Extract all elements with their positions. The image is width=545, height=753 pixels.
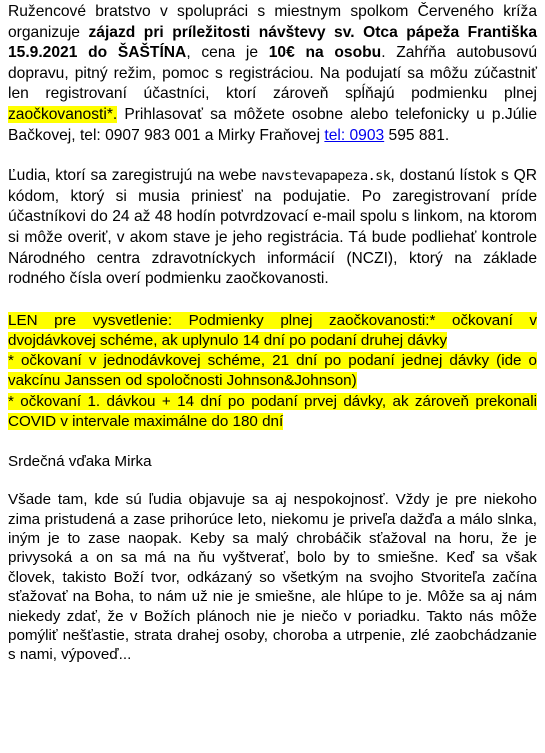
- condition-two-dose: LEN pre vysvetlenie: Podmienky plnej zaočkovanosti:* očkovaní v dvojdávkovej schéme, ak uplynulo 14 dní po podaní druhej dávky: [8, 311, 537, 349]
- price-prefix: , cena je: [186, 44, 269, 62]
- trip-price: 10€ na osobu: [268, 44, 382, 62]
- trip-announcement-paragraph: [8, 2, 537, 146]
- reflection-paragraph: Všade tam, kde sú ľudia objavuje sa aj nespokojnosť. Vždy je pre niekoho zima pristudená a zase prihorúce leto, niekomu je priveľa dažďa a málo slnka, iným je to zase naopak. Keby sa malý chrobáčik sťažoval na horu, že je privysoká a on sa má na ňu vyštverať, bolo by to smiešne. Keď sa však človek, takisto Boží tvor, odkázaný so všetkým na svojho Stvoriteľa začína sťažovať na Boha, to nám už nie je smiešne, ale hlúpe to je. Môže sa aj nám niekedy zdať, že v Božích plánoch nie je niečo v poriadku. Takto nás môže pomýliť nešťastie, strata drahej osoby, choroba a utrpenie, zlé zaobchádzanie s nami, výpoveď...: [8, 491, 537, 664]
- vaccination-highlight: zaočkovanosti*.: [8, 105, 118, 123]
- registration-paragraph: [8, 166, 537, 290]
- registration-intro: Ľudia, ktorí sa zaregistrujú na webe: [8, 167, 262, 185]
- registration-details: , dostanú lístok s QR kódom, ktorý si musia priniesť na podujatie. Po zaregistrovaní príde účastníkovi do 24 až 48 hodín potvrdzovací e-mail spolu s linkom, na ktorom si môže overiť, v akom stave je jeho registrácia. Tá bude podliehať kontrole Národného centra zdravotníckych informácií (NCZI), ktorý na základe rodného čísla overí podmienku zaočkovanosti.: [8, 167, 537, 288]
- vaccination-conditions-paragraph: [8, 311, 537, 432]
- document-body: [8, 2, 537, 665]
- signature-line: Srdečná vďaka Mirka: [8, 452, 152, 470]
- trip-title: zájazd pri príležitosti návštevy sv. Otca pápeža Františka 15.9.2021 do ŠAŠTÍNA: [8, 23, 537, 62]
- phone-suffix: 595 881.: [384, 126, 450, 144]
- trip-details: . Zahŕňa autobusovú dopravu, pitný režim, pomoc s registráciou. Na podujatí sa môžu zúčastniť len registrovaní účastníci, ktorí zároveň spĺňajú podmienku plnej: [8, 44, 537, 103]
- contact-text: Prihlasovať sa môžete osobne alebo telefonicky u p.Júlie Bačkovej, tel: 0907 983 001 a Mirky Fraňovej: [8, 105, 537, 144]
- intro-text: Ružencové bratstvo v spolupráci s miestnym spolkom Červeného kríža organizuje: [8, 3, 537, 41]
- condition-single-dose: * očkovaní v jednodávkovej schéme, 21 dní po podaní jednej dávky (ide o vakcínu Janssen od spoločnosti Johnson&Johnson): [8, 352, 537, 390]
- condition-recovered: * očkovaní 1. dávkou + 14 dní po podaní prvej dávky, ak zároveň prekonali COVID v intervale maximálne do 180 dní: [8, 392, 537, 430]
- phone-link[interactable]: tel: 0903: [324, 126, 385, 144]
- registration-website: navstevapapeza.sk: [261, 168, 391, 185]
